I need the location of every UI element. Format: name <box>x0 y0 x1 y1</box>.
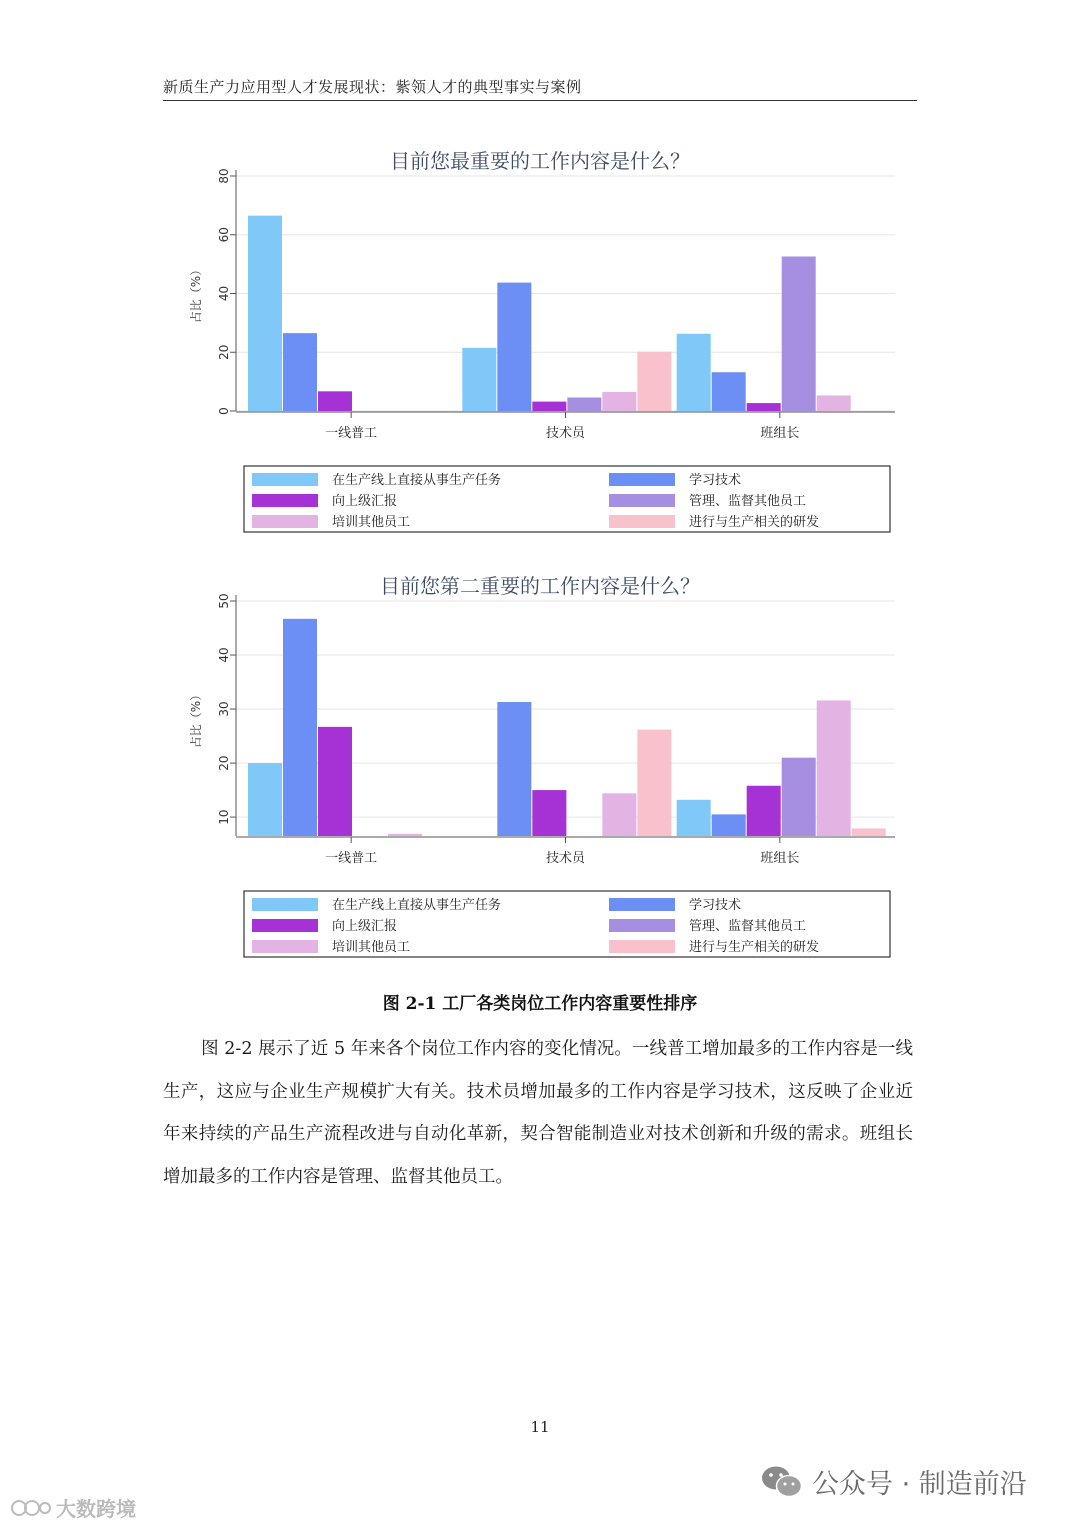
bar <box>248 216 282 411</box>
bar <box>567 397 601 411</box>
bar <box>602 793 636 836</box>
bar <box>747 786 781 836</box>
legend-swatch <box>609 473 675 486</box>
x-tick-label: 技术员 <box>545 426 586 441</box>
legend-swatch <box>252 473 318 486</box>
y-tick-label: 80 <box>217 168 231 184</box>
legend-swatch <box>609 940 675 953</box>
page-header: 新质生产力应用型人才发展现状：紫领人才的典型事实与案例 <box>163 78 582 96</box>
bar <box>602 392 636 411</box>
bar <box>677 334 711 411</box>
legend-label: 向上级汇报 <box>332 494 398 509</box>
legend-swatch <box>252 940 318 953</box>
legend-label: 学习技术 <box>689 898 742 913</box>
page-number: 11 <box>530 1418 550 1436</box>
bar <box>817 700 851 836</box>
legend-label: 在生产线上直接从事生产任务 <box>332 473 502 488</box>
bar <box>712 814 746 836</box>
bar <box>677 800 711 836</box>
bar <box>747 403 781 411</box>
y-tick-label: 20 <box>217 755 231 771</box>
legend-label: 管理、监督其他员工 <box>689 919 807 934</box>
bar <box>532 790 566 836</box>
bar <box>283 619 317 836</box>
bar <box>248 763 282 836</box>
legend-swatch <box>252 515 318 528</box>
chart-second-important <box>160 553 920 973</box>
x-tick-label: 技术员 <box>545 851 586 866</box>
chart-title: 目前您第二重要的工作内容是什么？ <box>380 574 700 598</box>
bar <box>388 834 422 836</box>
legend-label: 学习技术 <box>689 473 742 488</box>
y-tick-label: 40 <box>217 647 231 663</box>
weibo-watermark-text: 大数跨境 <box>56 1497 136 1521</box>
bar <box>852 828 886 836</box>
legend-label: 培训其他员工 <box>332 515 411 530</box>
legend-label: 进行与生产相关的研发 <box>689 515 820 530</box>
y-tick-label: 10 <box>217 809 231 825</box>
x-tick-label: 一线普工 <box>325 851 378 866</box>
y-axis-label: 占比（%） <box>189 688 203 749</box>
y-tick-label: 50 <box>217 593 231 609</box>
legend-label: 管理、监督其他员工 <box>689 494 807 509</box>
bar <box>532 402 566 411</box>
bar <box>318 391 352 411</box>
y-tick-label: 60 <box>217 227 231 243</box>
bar <box>497 702 531 836</box>
y-tick-label: 20 <box>217 344 231 360</box>
legend-swatch <box>609 898 675 911</box>
legend-label: 进行与生产相关的研发 <box>689 940 820 955</box>
bar <box>497 283 531 411</box>
bar <box>712 372 746 411</box>
y-tick-label: 0 <box>217 407 231 415</box>
x-tick-label: 班组长 <box>760 426 800 441</box>
bar <box>817 395 851 411</box>
wechat-watermark-text: 公众号 · 制造前沿 <box>812 1469 1027 1500</box>
chart-title: 目前您最重要的工作内容是什么？ <box>390 149 690 173</box>
legend-swatch <box>252 898 318 911</box>
legend-swatch <box>609 919 675 932</box>
x-tick-label: 一线普工 <box>325 426 378 441</box>
body-paragraph <box>163 1028 913 1198</box>
bar <box>462 348 496 411</box>
bar <box>637 352 671 411</box>
body-paragraph-text: 图 2-2 展示了近 5 年来各个岗位工作内容的变化情况。一线普工增加最多的工作内容是一线生产，这应与企业生产规模扩大有关。技术员增加最多的工作内容是学习技术，这反映了企业近年来持续的产品生产流程改进与自动化革新，契合智能制造业对技术创新和升级的需求。班组长增加最多的工作内容是管理、监督其他员工。 <box>163 1039 913 1187</box>
legend-swatch <box>609 515 675 528</box>
bar <box>782 256 816 411</box>
y-tick-label: 30 <box>217 701 231 717</box>
wechat-icon <box>760 1464 804 1500</box>
y-axis-label: 占比（%） <box>189 263 203 324</box>
weibo-icon <box>10 1497 52 1519</box>
bar <box>637 730 671 836</box>
legend-label: 培训其他员工 <box>332 940 411 955</box>
legend-swatch <box>609 494 675 507</box>
wechat-watermark <box>760 1462 1027 1501</box>
legend-label: 向上级汇报 <box>332 919 398 934</box>
legend-label: 在生产线上直接从事生产任务 <box>332 898 502 913</box>
chart-most-important <box>160 128 920 548</box>
bar <box>283 333 317 411</box>
header-rule <box>163 100 917 101</box>
x-tick-label: 班组长 <box>760 851 800 866</box>
weibo-watermark <box>10 1493 136 1522</box>
figure-caption: 图 2-1 工厂各类岗位工作内容重要性排序 <box>382 994 698 1014</box>
bar <box>782 758 816 836</box>
legend-swatch <box>252 494 318 507</box>
bar <box>318 727 352 836</box>
legend-swatch <box>252 919 318 932</box>
y-tick-label: 40 <box>217 285 231 302</box>
